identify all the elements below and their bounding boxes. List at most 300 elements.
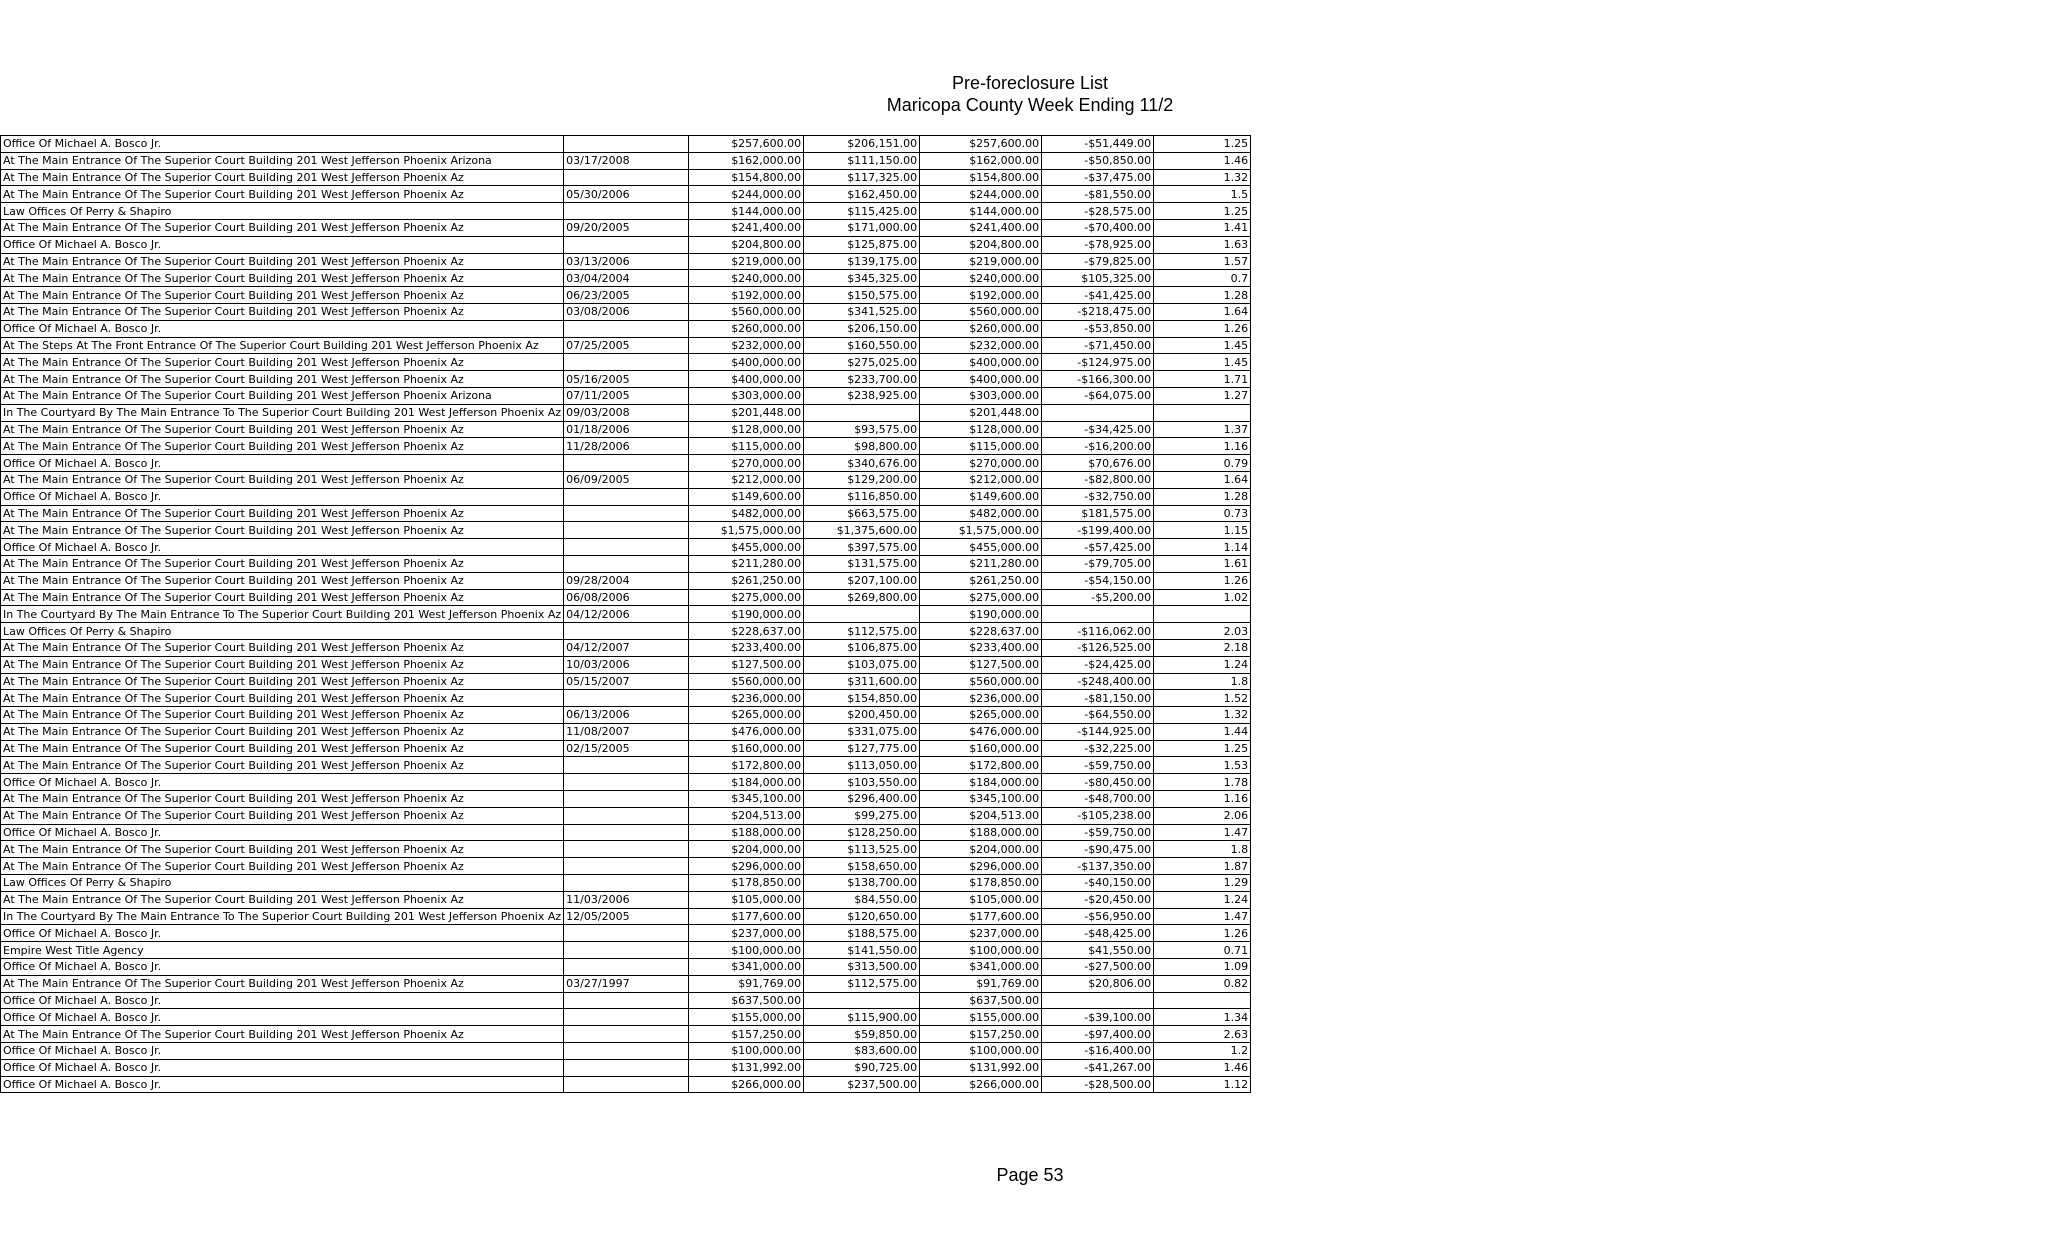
sale-location-cell: In The Courtyard By The Main Entrance To The Superior Court Building 201 West Jefferson Phoenix Az (1, 606, 564, 623)
table-row (1, 807, 1251, 824)
amount-cell: $115,000.00 (689, 438, 804, 455)
amount-cell: $160,000.00 (920, 740, 1042, 757)
amount-cell: $400,000.00 (689, 371, 804, 388)
recording-date-cell: 11/03/2006 (564, 891, 689, 908)
recording-date-cell: 05/30/2006 (564, 186, 689, 203)
ratio-cell: 1.28 (1154, 488, 1251, 505)
ratio-cell: 1.87 (1154, 858, 1251, 875)
sale-location-cell: Office Of Michael A. Bosco Jr. (1, 136, 564, 153)
value-cell: $99,275.00 (804, 807, 920, 824)
difference-cell: -$50,850.00 (1042, 152, 1154, 169)
table-row (1, 606, 1251, 623)
recording-date-cell (564, 455, 689, 472)
value-cell: $162,450.00 (804, 186, 920, 203)
amount-cell: $115,000.00 (920, 438, 1042, 455)
recording-date-cell: 06/09/2005 (564, 471, 689, 488)
difference-cell: -$54,150.00 (1042, 572, 1154, 589)
sale-location-cell: At The Main Entrance Of The Superior Court Building 201 West Jefferson Phoenix Az (1, 858, 564, 875)
amount-cell: $105,000.00 (689, 891, 804, 908)
amount-cell: $219,000.00 (920, 253, 1042, 270)
recording-date-cell (564, 858, 689, 875)
difference-cell: -$56,950.00 (1042, 908, 1154, 925)
ratio-cell: 1.5 (1154, 186, 1251, 203)
ratio-cell: 1.45 (1154, 354, 1251, 371)
table-row (1, 925, 1251, 942)
recording-date-cell: 07/25/2005 (564, 337, 689, 354)
value-cell: $125,875.00 (804, 236, 920, 253)
difference-cell (1042, 992, 1154, 1009)
recording-date-cell (564, 136, 689, 153)
amount-cell: $270,000.00 (689, 455, 804, 472)
value-cell: $331,075.00 (804, 723, 920, 740)
sale-location-cell: At The Main Entrance Of The Superior Court Building 201 West Jefferson Phoenix Az (1, 740, 564, 757)
sale-location-cell: At The Main Entrance Of The Superior Court Building 201 West Jefferson Phoenix Az (1, 522, 564, 539)
ratio-cell: 1.25 (1154, 203, 1251, 220)
value-cell: $117,325.00 (804, 169, 920, 186)
sale-location-cell: At The Main Entrance Of The Superior Court Building 201 West Jefferson Phoenix Arizona (1, 152, 564, 169)
recording-date-cell (564, 959, 689, 976)
amount-cell: $204,800.00 (920, 236, 1042, 253)
difference-cell (1042, 606, 1154, 623)
amount-cell: $212,000.00 (689, 471, 804, 488)
value-cell: $111,150.00 (804, 152, 920, 169)
amount-cell: $637,500.00 (689, 992, 804, 1009)
ratio-cell: 1.14 (1154, 539, 1251, 556)
sale-location-cell: At The Main Entrance Of The Superior Court Building 201 West Jefferson Phoenix Az (1, 186, 564, 203)
value-cell: $397,575.00 (804, 539, 920, 556)
value-cell: $238,925.00 (804, 387, 920, 404)
ratio-cell: 1.71 (1154, 371, 1251, 388)
difference-cell: -$79,825.00 (1042, 253, 1154, 270)
ratio-cell: 1.26 (1154, 572, 1251, 589)
table-row (1, 1026, 1251, 1043)
value-cell: $188,575.00 (804, 925, 920, 942)
amount-cell: $240,000.00 (920, 270, 1042, 287)
difference-cell: $41,550.00 (1042, 942, 1154, 959)
table-row (1, 186, 1251, 203)
table-row (1, 471, 1251, 488)
table-row (1, 774, 1251, 791)
ratio-cell: 1.24 (1154, 656, 1251, 673)
amount-cell: $560,000.00 (920, 303, 1042, 320)
recording-date-cell (564, 203, 689, 220)
amount-cell: $560,000.00 (920, 673, 1042, 690)
amount-cell: $201,448.00 (689, 404, 804, 421)
difference-cell: $181,575.00 (1042, 505, 1154, 522)
amount-cell: $400,000.00 (920, 354, 1042, 371)
table-row (1, 908, 1251, 925)
value-cell: $150,575.00 (804, 287, 920, 304)
amount-cell: $190,000.00 (689, 606, 804, 623)
recording-date-cell (564, 942, 689, 959)
sale-location-cell: Office Of Michael A. Bosco Jr. (1, 1043, 564, 1060)
amount-cell: $162,000.00 (920, 152, 1042, 169)
sale-location-cell: Office Of Michael A. Bosco Jr. (1, 992, 564, 1009)
sale-location-cell: Empire West Title Agency (1, 942, 564, 959)
amount-cell: $345,100.00 (689, 791, 804, 808)
table-row (1, 992, 1251, 1009)
amount-cell: $266,000.00 (920, 1076, 1042, 1093)
recording-date-cell: 03/27/1997 (564, 975, 689, 992)
recording-date-cell (564, 169, 689, 186)
value-cell: $171,000.00 (804, 219, 920, 236)
ratio-cell (1154, 992, 1251, 1009)
sale-location-cell: At The Main Entrance Of The Superior Court Building 201 West Jefferson Phoenix Az (1, 723, 564, 740)
table-row (1, 539, 1251, 556)
amount-cell: $100,000.00 (920, 942, 1042, 959)
difference-cell: -$218,475.00 (1042, 303, 1154, 320)
difference-cell: -$48,700.00 (1042, 791, 1154, 808)
amount-cell: $177,600.00 (689, 908, 804, 925)
amount-cell: $228,637.00 (920, 623, 1042, 640)
ratio-cell: 1.16 (1154, 438, 1251, 455)
difference-cell: -$28,500.00 (1042, 1076, 1154, 1093)
recording-date-cell (564, 1009, 689, 1026)
table-row (1, 589, 1251, 606)
amount-cell: $144,000.00 (689, 203, 804, 220)
ratio-cell: 1.26 (1154, 925, 1251, 942)
table-row (1, 858, 1251, 875)
sale-location-cell: At The Main Entrance Of The Superior Court Building 201 West Jefferson Phoenix Az (1, 707, 564, 724)
amount-cell: $157,250.00 (689, 1026, 804, 1043)
amount-cell: $100,000.00 (920, 1043, 1042, 1060)
difference-cell: -$80,450.00 (1042, 774, 1154, 791)
value-cell: $206,151.00 (804, 136, 920, 153)
sale-location-cell: At The Main Entrance Of The Superior Court Building 201 West Jefferson Phoenix Az (1, 690, 564, 707)
value-cell: $207,100.00 (804, 572, 920, 589)
value-cell: $116,850.00 (804, 488, 920, 505)
recording-date-cell (564, 505, 689, 522)
ratio-cell: 1.32 (1154, 169, 1251, 186)
value-cell: $313,500.00 (804, 959, 920, 976)
difference-cell: -$5,200.00 (1042, 589, 1154, 606)
value-cell: $83,600.00 (804, 1043, 920, 1060)
sale-location-cell: Office Of Michael A. Bosco Jr. (1, 236, 564, 253)
table-row (1, 270, 1251, 287)
value-cell: $120,650.00 (804, 908, 920, 925)
amount-cell: $100,000.00 (689, 942, 804, 959)
amount-cell: $232,000.00 (920, 337, 1042, 354)
ratio-cell: 1.47 (1154, 824, 1251, 841)
recording-date-cell (564, 1043, 689, 1060)
value-cell: $345,325.00 (804, 270, 920, 287)
table-row (1, 488, 1251, 505)
ratio-cell: 1.29 (1154, 875, 1251, 892)
difference-cell: $105,325.00 (1042, 270, 1154, 287)
ratio-cell: 2.63 (1154, 1026, 1251, 1043)
recording-date-cell (564, 522, 689, 539)
table-row (1, 639, 1251, 656)
value-cell: $340,676.00 (804, 455, 920, 472)
amount-cell: $260,000.00 (920, 320, 1042, 337)
difference-cell: -$116,062.00 (1042, 623, 1154, 640)
amount-cell: $172,800.00 (920, 757, 1042, 774)
recording-date-cell (564, 791, 689, 808)
sale-location-cell: At The Main Entrance Of The Superior Court Building 201 West Jefferson Phoenix Az (1, 757, 564, 774)
recording-date-cell: 06/13/2006 (564, 707, 689, 724)
amount-cell: $128,000.00 (920, 421, 1042, 438)
value-cell: $84,550.00 (804, 891, 920, 908)
ratio-cell: 1.46 (1154, 152, 1251, 169)
amount-cell: $157,250.00 (920, 1026, 1042, 1043)
amount-cell: $131,992.00 (920, 1059, 1042, 1076)
recording-date-cell (564, 1026, 689, 1043)
table-row (1, 203, 1251, 220)
difference-cell: -$64,075.00 (1042, 387, 1154, 404)
amount-cell: $476,000.00 (689, 723, 804, 740)
recording-date-cell: 05/16/2005 (564, 371, 689, 388)
sale-location-cell: At The Main Entrance Of The Superior Court Building 201 West Jefferson Phoenix Az (1, 303, 564, 320)
amount-cell: $131,992.00 (689, 1059, 804, 1076)
sale-location-cell: At The Main Entrance Of The Superior Court Building 201 West Jefferson Phoenix Az (1, 371, 564, 388)
table-row (1, 824, 1251, 841)
amount-cell: $257,600.00 (689, 136, 804, 153)
amount-cell: $172,800.00 (689, 757, 804, 774)
amount-cell: $212,000.00 (920, 471, 1042, 488)
value-cell: $113,050.00 (804, 757, 920, 774)
sale-location-cell: At The Main Entrance Of The Superior Court Building 201 West Jefferson Phoenix Az (1, 841, 564, 858)
value-cell: $237,500.00 (804, 1076, 920, 1093)
table-row (1, 404, 1251, 421)
ratio-cell: 1.16 (1154, 791, 1251, 808)
sale-location-cell: Law Offices Of Perry & Shapiro (1, 875, 564, 892)
difference-cell: $20,806.00 (1042, 975, 1154, 992)
table-row (1, 1059, 1251, 1076)
sale-location-cell: At The Main Entrance Of The Superior Court Building 201 West Jefferson Phoenix Az (1, 807, 564, 824)
difference-cell: -$78,925.00 (1042, 236, 1154, 253)
difference-cell: -$48,425.00 (1042, 925, 1154, 942)
difference-cell: -$199,400.00 (1042, 522, 1154, 539)
amount-cell: $303,000.00 (689, 387, 804, 404)
recording-date-cell (564, 1059, 689, 1076)
recording-date-cell: 10/03/2006 (564, 656, 689, 673)
amount-cell: $236,000.00 (920, 690, 1042, 707)
difference-cell: -$82,800.00 (1042, 471, 1154, 488)
value-cell: $160,550.00 (804, 337, 920, 354)
table-row (1, 522, 1251, 539)
sale-location-cell: At The Main Entrance Of The Superior Court Building 201 West Jefferson Phoenix Arizona (1, 387, 564, 404)
ratio-cell: 1.64 (1154, 471, 1251, 488)
sale-location-cell: At The Main Entrance Of The Superior Court Building 201 West Jefferson Phoenix Az (1, 219, 564, 236)
sale-location-cell: Office Of Michael A. Bosco Jr. (1, 1009, 564, 1026)
sale-location-cell: At The Main Entrance Of The Superior Court Building 201 West Jefferson Phoenix Az (1, 438, 564, 455)
value-cell: $296,400.00 (804, 791, 920, 808)
amount-cell: $296,000.00 (689, 858, 804, 875)
sale-location-cell: At The Main Entrance Of The Superior Court Building 201 West Jefferson Phoenix Az (1, 505, 564, 522)
sale-location-cell: At The Main Entrance Of The Superior Court Building 201 West Jefferson Phoenix Az (1, 891, 564, 908)
difference-cell: -$20,450.00 (1042, 891, 1154, 908)
amount-cell: $211,280.00 (920, 555, 1042, 572)
sale-location-cell: Office Of Michael A. Bosco Jr. (1, 824, 564, 841)
table-row (1, 169, 1251, 186)
value-cell: $103,075.00 (804, 656, 920, 673)
value-cell: $103,550.00 (804, 774, 920, 791)
value-cell: $1,375,600.00 (804, 522, 920, 539)
recording-date-cell (564, 925, 689, 942)
amount-cell: $228,637.00 (689, 623, 804, 640)
recording-date-cell: 01/18/2006 (564, 421, 689, 438)
value-cell: $138,700.00 (804, 875, 920, 892)
ratio-cell: 1.78 (1154, 774, 1251, 791)
amount-cell: $270,000.00 (920, 455, 1042, 472)
amount-cell: $1,575,000.00 (689, 522, 804, 539)
amount-cell: $400,000.00 (920, 371, 1042, 388)
table-row (1, 975, 1251, 992)
difference-cell: -$97,400.00 (1042, 1026, 1154, 1043)
ratio-cell: 1.12 (1154, 1076, 1251, 1093)
amount-cell: $455,000.00 (920, 539, 1042, 556)
sale-location-cell: At The Main Entrance Of The Superior Court Building 201 West Jefferson Phoenix Az (1, 287, 564, 304)
difference-cell (1042, 404, 1154, 421)
amount-cell: $188,000.00 (689, 824, 804, 841)
amount-cell: $91,769.00 (920, 975, 1042, 992)
ratio-cell: 1.57 (1154, 253, 1251, 270)
difference-cell: -$51,449.00 (1042, 136, 1154, 153)
amount-cell: $204,513.00 (920, 807, 1042, 824)
value-cell (804, 404, 920, 421)
recording-date-cell: 03/08/2006 (564, 303, 689, 320)
table-row (1, 455, 1251, 472)
amount-cell: $260,000.00 (689, 320, 804, 337)
table-row (1, 757, 1251, 774)
amount-cell: $162,000.00 (689, 152, 804, 169)
amount-cell: $265,000.00 (920, 707, 1042, 724)
ratio-cell: 1.53 (1154, 757, 1251, 774)
recording-date-cell: 06/23/2005 (564, 287, 689, 304)
preforeclosure-table (0, 135, 1251, 1093)
recording-date-cell: 07/11/2005 (564, 387, 689, 404)
amount-cell: $482,000.00 (920, 505, 1042, 522)
amount-cell: $105,000.00 (920, 891, 1042, 908)
recording-date-cell (564, 623, 689, 640)
ratio-cell: 1.27 (1154, 387, 1251, 404)
amount-cell: $400,000.00 (689, 354, 804, 371)
amount-cell: $192,000.00 (689, 287, 804, 304)
sale-location-cell: Office Of Michael A. Bosco Jr. (1, 1076, 564, 1093)
page-subtitle: Maricopa County Week Ending 11/2 (886, 95, 1174, 115)
sale-location-cell: At The Main Entrance Of The Superior Court Building 201 West Jefferson Phoenix Az (1, 421, 564, 438)
ratio-cell (1154, 404, 1251, 421)
table-row (1, 287, 1251, 304)
difference-cell: -$105,238.00 (1042, 807, 1154, 824)
table-row (1, 841, 1251, 858)
table-row (1, 236, 1251, 253)
recording-date-cell: 02/15/2005 (564, 740, 689, 757)
ratio-cell: 1.15 (1154, 522, 1251, 539)
sale-location-cell: At The Main Entrance Of The Superior Court Building 201 West Jefferson Phoenix Az (1, 673, 564, 690)
ratio-cell: 1.24 (1154, 891, 1251, 908)
difference-cell: $70,676.00 (1042, 455, 1154, 472)
ratio-cell: 1.63 (1154, 236, 1251, 253)
value-cell: $311,600.00 (804, 673, 920, 690)
ratio-cell: 1.25 (1154, 136, 1251, 153)
amount-cell: $275,000.00 (920, 589, 1042, 606)
difference-cell: -$24,425.00 (1042, 656, 1154, 673)
amount-cell: $149,600.00 (920, 488, 1042, 505)
difference-cell: -$126,525.00 (1042, 639, 1154, 656)
table-row (1, 136, 1251, 153)
amount-cell: $211,280.00 (689, 555, 804, 572)
sale-location-cell: Law Offices Of Perry & Shapiro (1, 623, 564, 640)
ratio-cell: 1.64 (1154, 303, 1251, 320)
ratio-cell: 1.45 (1154, 337, 1251, 354)
value-cell: $139,175.00 (804, 253, 920, 270)
amount-cell: $154,800.00 (920, 169, 1042, 186)
amount-cell: $241,400.00 (920, 219, 1042, 236)
table-row (1, 572, 1251, 589)
sale-location-cell: Office Of Michael A. Bosco Jr. (1, 455, 564, 472)
ratio-cell: 1.26 (1154, 320, 1251, 337)
sale-location-cell: At The Main Entrance Of The Superior Court Building 201 West Jefferson Phoenix Az (1, 169, 564, 186)
value-cell: $141,550.00 (804, 942, 920, 959)
table-row (1, 303, 1251, 320)
table-row (1, 438, 1251, 455)
ratio-cell: 0.82 (1154, 975, 1251, 992)
table-row (1, 959, 1251, 976)
sale-location-cell: Office Of Michael A. Bosco Jr. (1, 925, 564, 942)
difference-cell: -$166,300.00 (1042, 371, 1154, 388)
sale-location-cell: At The Main Entrance Of The Superior Court Building 201 West Jefferson Phoenix Az (1, 589, 564, 606)
difference-cell: -$81,550.00 (1042, 186, 1154, 203)
amount-cell: $303,000.00 (920, 387, 1042, 404)
difference-cell: -$53,850.00 (1042, 320, 1154, 337)
ratio-cell: 0.71 (1154, 942, 1251, 959)
recording-date-cell (564, 555, 689, 572)
ratio-cell: 1.25 (1154, 740, 1251, 757)
ratio-cell: 1.2 (1154, 1043, 1251, 1060)
amount-cell: $241,400.00 (689, 219, 804, 236)
ratio-cell: 1.28 (1154, 287, 1251, 304)
recording-date-cell (564, 690, 689, 707)
recording-date-cell (564, 824, 689, 841)
recording-date-cell: 11/08/2007 (564, 723, 689, 740)
value-cell: $341,525.00 (804, 303, 920, 320)
difference-cell: -$41,425.00 (1042, 287, 1154, 304)
amount-cell: $100,000.00 (689, 1043, 804, 1060)
amount-cell: $265,000.00 (689, 707, 804, 724)
sale-location-cell: Law Offices Of Perry & Shapiro (1, 203, 564, 220)
sale-location-cell: Office Of Michael A. Bosco Jr. (1, 1059, 564, 1076)
amount-cell: $190,000.00 (920, 606, 1042, 623)
amount-cell: $204,000.00 (689, 841, 804, 858)
difference-cell: -$32,750.00 (1042, 488, 1154, 505)
amount-cell: $341,000.00 (920, 959, 1042, 976)
table-row (1, 555, 1251, 572)
table-body (1, 136, 1251, 1093)
difference-cell: -$37,475.00 (1042, 169, 1154, 186)
recording-date-cell (564, 236, 689, 253)
amount-cell: $178,850.00 (920, 875, 1042, 892)
value-cell: $129,200.00 (804, 471, 920, 488)
amount-cell: $261,250.00 (689, 572, 804, 589)
amount-cell: $266,000.00 (689, 1076, 804, 1093)
amount-cell: $127,500.00 (920, 656, 1042, 673)
sale-location-cell: In The Courtyard By The Main Entrance To The Superior Court Building 201 West Jefferson Phoenix Az (1, 908, 564, 925)
difference-cell: -$40,150.00 (1042, 875, 1154, 892)
amount-cell: $232,000.00 (689, 337, 804, 354)
amount-cell: $341,000.00 (689, 959, 804, 976)
table-row (1, 337, 1251, 354)
ratio-cell: 1.37 (1154, 421, 1251, 438)
recording-date-cell: 09/03/2008 (564, 404, 689, 421)
amount-cell: $204,000.00 (920, 841, 1042, 858)
amount-cell: $237,000.00 (689, 925, 804, 942)
ratio-cell: 2.18 (1154, 639, 1251, 656)
ratio-cell: 0.79 (1154, 455, 1251, 472)
page-number: Page 53 (996, 1165, 1064, 1185)
table-row (1, 723, 1251, 740)
recording-date-cell: 09/20/2005 (564, 219, 689, 236)
